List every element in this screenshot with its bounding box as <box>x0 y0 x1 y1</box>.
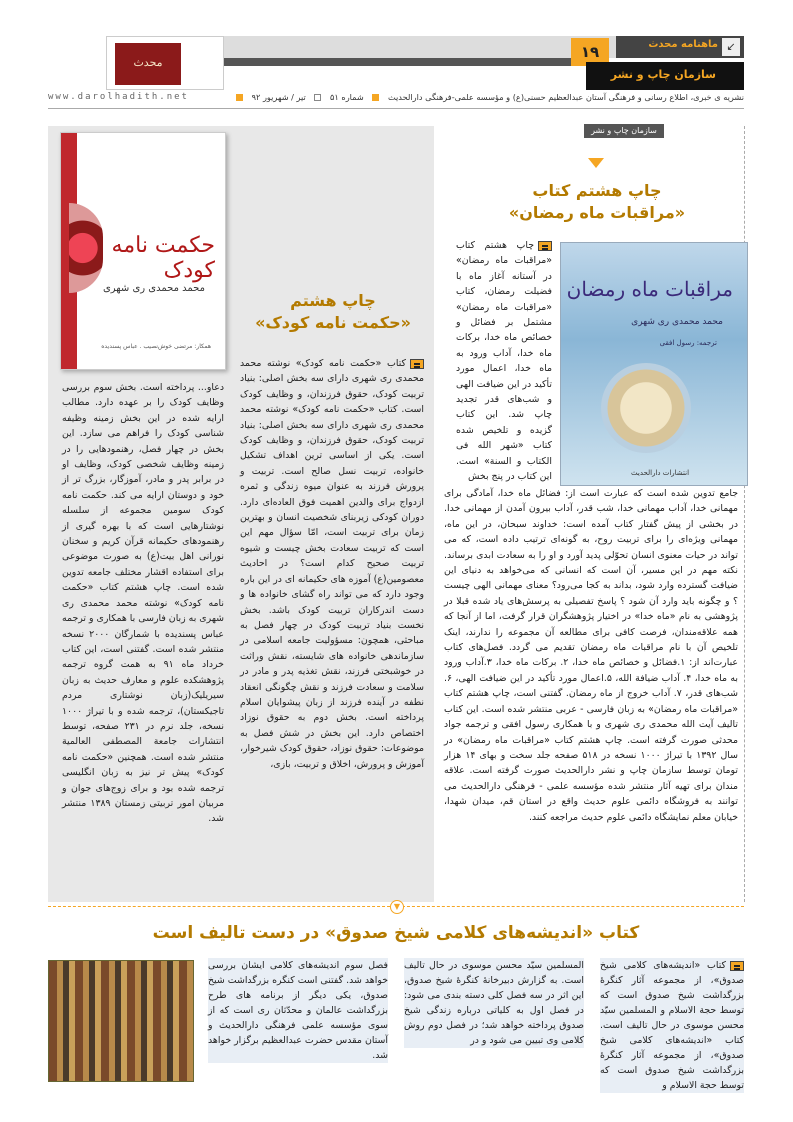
header-strip <box>224 36 616 58</box>
cover-book-image <box>601 363 691 453</box>
page-header <box>48 36 744 90</box>
bookshelf-image <box>48 960 194 1082</box>
article-right-text-1: چاپ هشتم کتاب «مراقبات ماه رمضان» در آستانه آغاز ماه با فضیلت رمضان، کتاب «مراقبات ماه رمضان» مشتمل بر فضائل و خصائص ماه خدا، برکات ماه خدا، آداب ورود به ماه خدا، اعمال مورد تأکید در این ضیافت الهی و شب‌های قدر تجدید چاپ شد. این کتاب گزیده و تلخیص شده کتاب «شهر الله فی الکتاب و السنة» است. این کتاب در پنج بخش <box>456 240 552 483</box>
article-right-text-2: جامع تدوین شده است که عبارت است از: فضائل ماه خدا، آمادگی برای مهمانی خدا، آداب مهمانی خدا، شب قدر، آداب بیرون آمدن از مهمانی خدا. در بخشی از پیش گفتار کتاب آمده است: خداوند سبحان، در این ماه، مهمانی ویژه‌ای را برای تربیت روح، به گونه‌ای ترتیب داده است، که می تواند در حیات معنوی انسان تحوّلی پدید آورد و او را به سعادت ابدی برساند. نکته مهم در این مسیر، آن است که انسانی که می‌خواهد به دنیای این ضیافت گسترده وارد شود، بداند به کجا می‌رود؟ معنای مهمانی الهی چیست ؟ و چگونه باید وارد آن شود ؟ پاسخ تفصیلی به پرسش‌های یاد شده قبلا در پژوهشی به نام «ماه خدا» در اختیار پژوهشگران قرار گرفت، اما از آنجا که همه علاقه‌مندان، فرصت کافی برای مطالعه آن مجموعه را ندارند، اینک تلخیص آن با نام مراقبات ماه رمضان تقدیم می گردد. فصل‌های کتاب عبارت‌اند از: ۱.فضائل و خصائص ماه خدا، ۲. برکات ماه خدا، ۳.آداب ورود به ماه خدا، ۴. آداب ضیافة الله، ۵.اعمال مورد تأکید در این ضیافت الهی، ۶. شب‌های قدر، ۷. آداب خروج از ماه رمضان. گفتنی است، چاپ هشتم کتاب «مراقبات ماه رمضان» به زبان فارسی - عربی منتشر شده است. این کتاب تالیف آیت الله محمدی ری شهری و با همکاری رسول افقی و ترجمه جواد محدثی صورت گرفته است. چاپ هشتم کتاب «مراقبات ماه رمضان» در سال ۱۳۹۲ با تیراژ ۱۰۰۰ نسخه در ۵۱۸ صفحه جلد سخت و بهای ۱۴ هزار تومان توسط سازمان چاپ و نشر دارالحدیث صورت گرفته است. علاقه مندان برای تهیه آثار منتشر شده مؤسسه علمی - فرهنگی دارالحدیث می توانند به فروشگاه دائمی علوم حدیث واقع در استان قم، میدان شهدا، خیابان معلم نمایشگاه دائمی علوم حدیث مراجعه کنند. <box>444 488 738 823</box>
header-divider <box>48 108 744 109</box>
separator-square <box>236 94 243 101</box>
cover-author: محمد محمدی ری شهری <box>102 283 205 294</box>
section-name: سازمان چاپ و نشر <box>610 68 716 81</box>
separator-square <box>372 94 379 101</box>
article-left-column-1 <box>240 356 424 772</box>
separator-square <box>314 94 321 101</box>
article-right-headline <box>450 180 744 224</box>
bullet-icon <box>410 359 424 369</box>
book-cover-hekmatname <box>60 132 226 370</box>
cover-footer: همکار: مرتضی خوش‌نصیب . عباس پسندیده <box>101 343 211 350</box>
article-bottom-text-3: فصل سوم اندیشه‌های کلامی ایشان بررسی خواهد شد. گفتنی است کنگره بزرگداشت شیخ صدوق، یکی دیگر از برنامه های طرح بزرگداشت عالمان و محدّثان ری است که از سوی مؤسسه علمی فرهنگی دارالحدیث و آستان مقدس حضرت عبدالعظیم برگزار خواهد شد. <box>208 960 388 1061</box>
article-bottom-text-2: المسلمین سیّد محسن موسوی در حال تالیف است. به گزارش دبیرخانهٔ کنگرهٔ شیخ صدوق، این اثر در سه فصل کلی دسته بندی می شود: در فصل اول به کلیاتی درباره زندگی شیخ صدوق پرداخته خواهد شد؛ در فصل دوم روش کلامی وی تبیین می شود و در <box>404 960 584 1046</box>
headline-line2: «حکمت نامه کودک» <box>255 313 411 332</box>
bullet-icon <box>538 241 552 251</box>
arrow-icon[interactable]: ↙ <box>722 38 740 56</box>
page-number: ۱۹ <box>571 38 609 66</box>
cover-title: مراقبات ماه رمضان <box>566 277 733 301</box>
magazine-name-box <box>616 36 744 58</box>
issue-date: تیر / شهریور ۹۲ <box>251 92 306 102</box>
publisher-info: نشریه ی خبری، اطلاع رسانی و فرهنگی آستان عبدالعظیم حسنی(ع) و مؤسسه علمی-فرهنگی دارالحدیث <box>387 92 744 102</box>
article-right-column-1 <box>456 238 552 485</box>
bullet-icon <box>730 961 744 971</box>
section-bar <box>586 62 744 90</box>
article-bottom-column-1 <box>600 958 744 1093</box>
article-bottom-column-2 <box>404 958 584 1048</box>
article-left-text-1: کتاب «حکمت نامه کودک» نوشته محمد محمدی ری شهری دارای سه بخش اصلی: بنیاد تربیت کودک، حقوق فرزندان، و وظایف کودک است. کتاب «حکمت نامه کودک» نوشته محمد محمدی ری شهری دارای سه بخش اصلی: بنیاد تربیت کودک، حقوق فرزندان، و وظایف کودک است. یکی از اساسی ترین اهداف تشکیل خانواده، تربیت نسل صالح است. تربیت و پرورش فرزند به عنوان میوه زندگی و ثمره ازدواج برای والدین اهمیت فوق العاده‌ای دارد. دوران کودکی زیربنای شخصیت انسان و بهترین زمان برای تربیت است، امّا سؤال مهم این است که تربیت سعادت بخش چیست و شیوه تربیت صحیح کدام است؟ در احادیث معصومین(ع) آموزه های حکیمانه ای در این باره وجود دارد که می تواند راه گشای خانواده ها و دست اندرکاران تربیت کودک باشد. بخش نخست بنیاد تربیت کودک در چهار فصل به مباحثی، همچون: مسؤولیت جامعه اسلامی در سازماندهی خانواده های شایسته، نقش وراثت در خوشبختی فرزند، نقش تغذیه پدر و مادر در سلامت و سعادت فرزند و نقش چگونگی انعقاد نطفه در آینده فرزند از زبان پیشوایان اسلام پرداخته است. بخش دوم به حقوق نوزاد اختصاص دارد. این بخش در شش فصل به موضوعات: حقوق نوزاد، حقوق کودک شیرخوار، آموزش و پرورش، اخلاق و تربیت، بازی، <box>240 358 424 770</box>
article-bottom-column-3 <box>208 958 388 1063</box>
headline-line1: چاپ هشتم کتاب <box>532 181 662 200</box>
section-tab: سازمان چاپ و نشر <box>584 124 664 138</box>
publication-info <box>170 92 744 108</box>
article-bottom-headline: کتاب «اندیشه‌های کلامی شیخ صدوق» در دست تالیف است <box>152 923 640 943</box>
headline-line2: «مراقبات ماه رمضان» <box>508 203 686 222</box>
logo-text: محدث <box>115 43 181 85</box>
cover-publisher: انتشارات دارالحدیث <box>631 469 690 477</box>
article-left-headline <box>232 290 434 334</box>
article-bottom-text-1: کتاب «اندیشه‌های کلامی شیخ صدوق»، از مجموعه آثار کنگرهٔ بزرگداشت شیخ صدوق است که توسط حجة الاسلام و المسلمین سیّد محسن موسوی در حال تالیف است. کتاب «اندیشه‌های کلامی شیخ صدوق»، از مجموعه آثار کنگرهٔ بزرگداشت شیخ صدوق است که توسط حجة الاسلام و <box>600 960 744 1091</box>
magazine-logo <box>106 36 224 90</box>
issue-number: شماره ۵۱ <box>330 92 364 102</box>
article-left-text-2: دعاو... پرداخته است. بخش سوم بررسی وظایف کودک را بر عهده دارد. مطالب ارایه شده در این بخش زمینه وظیفه شناسی کودک را فراهم می سازد. این بخش در چهار فصل، رهنمودهایی را در زمینه وظایف شخصی کودک، وظایف او در برابر پدر و مادر، آموزگار، بزرگ تر از خود و دوستان ارایه می کند. حکمت نامه کودک سومین مجموعه از سلسله نوشتارهایی است که با بهره گیری از رهنمودهای حکیمانه قرآن کریم و سخنان نورانی اهل بیت(ع) به صورت موضوعی برای استفاده اقشار مختلف جامعه تدوین شده است. چاپ هشتم کتاب «حکمت نامه کودک» نوشته محمد محمدی ری شهری به زبان فارسی با همکاری و ترجمه عباس پسندیده با شمارگان ۲۰۰۰ نسخه منتشر شده است. گفتنی است، این کتاب خرداد ماه ۹۱ به همت گروه ترجمه پژوهشکده علوم و معارف حدیث به زبان سیریلیک(زبان نوشتاری مردم تاجیکستان)، ترجمه شده و با تیراژ ۱۰۰۰ نسخه، جلد نرم در ۲۳۱ صفحه، توسط انتشارات جامعة المصطفی العالمیة منتشر شده است. همچنین «حکمت نامه کودک» پیش تر نیز به زبان انگلیسی ترجمه شده بود و برای زوج‌های جوان و مربیان امور تربیتی زمستان ۱۳۸۹ منتشر شد. <box>62 382 225 825</box>
chevron-down-icon: ▼ <box>390 900 404 914</box>
cover-subtitle: ترجمه: رسول افقی <box>659 339 717 347</box>
article-right-column-2 <box>444 486 738 825</box>
article-left-column-2 <box>62 380 224 827</box>
book-cover-moraqebat <box>560 242 748 486</box>
cover-title: حکمت نامه کودک <box>111 233 215 283</box>
website-link[interactable]: www.darolhadith.net <box>48 92 189 102</box>
cover-author: محمد محمدی ری شهری <box>631 317 723 327</box>
header-dark-strip <box>224 58 586 66</box>
headline-line1: چاپ هشتم <box>290 291 376 310</box>
arrow-down-icon <box>588 158 604 168</box>
magazine-name: ماهنامه محدث <box>648 39 718 50</box>
